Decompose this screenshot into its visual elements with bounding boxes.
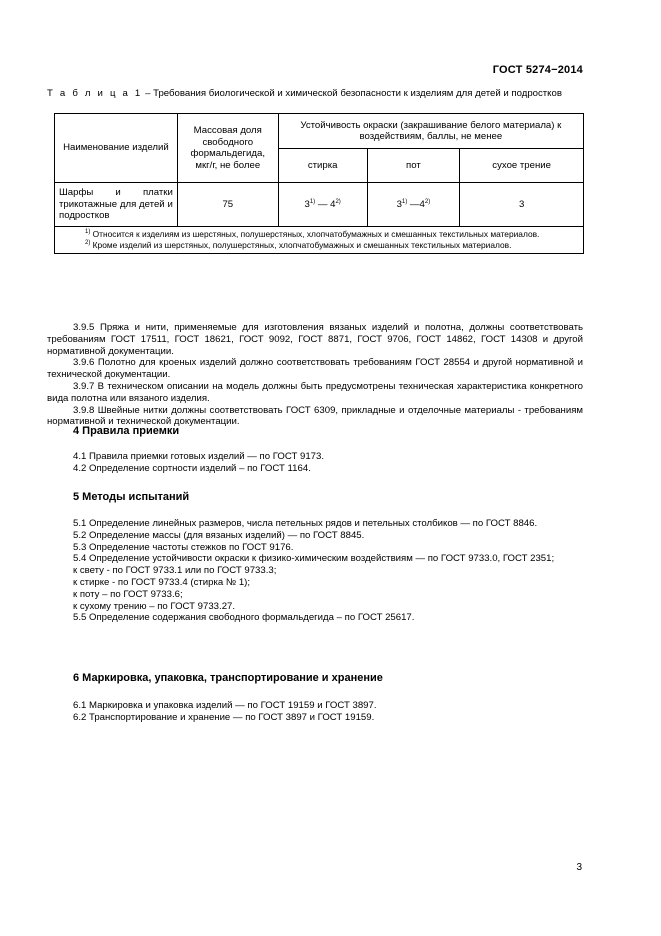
table-note-1: $^{1)}$ Относится к изделиям из шерстяных, полушерстяных, хлопчатобумажных и смешанных текстильных материалов. (85, 229, 540, 239)
header-name: Наименование изделий (55, 114, 178, 183)
section-4-heading: 4 Правила приемки (73, 425, 180, 437)
header-mass: Массовая доля свободного формальдегида, мкг/г, не более (177, 114, 278, 183)
table-caption-label: Т а б л и ц а 1 (47, 88, 143, 99)
section-6-heading: 6 Маркировка, упаковка, транспортирование и хранение (73, 672, 383, 684)
section-5-body (47, 518, 583, 624)
cell-mass: 75 (177, 183, 278, 227)
table-row (55, 183, 584, 227)
subheader-wash: стирка (278, 149, 367, 183)
paragraph-3-9-5: 3.9.5 Пряжа и нити, применяемые для изготовления вязаных изделий и полотна, должны соответствовать требованиям ГОСТ 17511, ГОСТ 18621, ГОСТ 9092, ГОСТ 8871, ГОСТ 9706, ГОСТ 14862, ГОСТ 14308 и другой нормативной документации. (47, 322, 583, 357)
item-5-4-light: к свету - по ГОСТ 9733.1 или по ГОСТ 9733.3; (73, 565, 277, 577)
page-number: 3 (576, 862, 582, 873)
standard-code: ГОСТ 5274−2014 (492, 64, 583, 76)
paragraph-3-9-8: 3.9.8 Швейные нитки должны соответствовать ГОСТ 6309, прикладные и отделочные материалы - требованиям нормативной и технической документации. (47, 404, 583, 428)
table-note-2: $^{2)}$ Кроме изделий из шерстяных, полушерстяных, хлопчатобумажных и смешанных текстильных материалов. (85, 239, 512, 250)
requirements-table (54, 113, 584, 254)
paragraph-3-9-7: 3.9.7 В техническом описании на модель должны быть предусмотрены техническая характеристика конкретного вида полотна или вязаного изделия. (47, 380, 583, 404)
section-6-body (47, 700, 583, 724)
cell-dry: 3 (460, 183, 584, 227)
item-5-4-dry-rub: к сухому трению – по ГОСТ 9733.27. (73, 600, 236, 612)
item-5-1: 5.1 Определение линейных размеров, числа петельных рядов и петельных столбиков — по ГОСТ 8846. (73, 518, 538, 529)
item-5-4-sweat: к поту – по ГОСТ 9733.6; (73, 588, 183, 600)
table-caption-text: – Требования биологической и химической безопасности к изделиям для детей и подростков (142, 88, 562, 99)
cell-wash: 3$^{1)}$ — 4$^{2)}$ (278, 183, 367, 227)
subheader-sweat: пот (367, 149, 460, 183)
item-4-1: 4.1 Правила приемки готовых изделий — по ГОСТ 9173. (73, 451, 325, 462)
item-5-4: 5.4 Определение устойчивости окраски к физико-химическим воздействиям — по ГОСТ 9733.0, ГОСТ 2351; (73, 553, 555, 565)
item-5-5: 5.5 Определение содержания свободного формальдегида – по ГОСТ 25617. (73, 612, 415, 624)
requirements-paragraphs (47, 322, 583, 428)
item-5-3: 5.3 Определение частоты стежков по ГОСТ 9176. (73, 541, 294, 553)
item-4-2: 4.2 Определение сортности изделий – по ГОСТ 1164. (73, 462, 311, 474)
item-6-2: 6.2 Транспортирование и хранение — по ГОСТ 3897 и ГОСТ 19159. (73, 711, 375, 723)
section-5-heading: 5 Методы испытаний (73, 491, 190, 503)
item-6-1: 6.1 Маркировка и упаковка изделий — по ГОСТ 19159 и ГОСТ 3897. (73, 700, 377, 711)
paragraph-3-9-6: 3.9.6 Полотно для кроеных изделий должно соответствовать требованиям ГОСТ 28554 и другой нормативной и технической документации. (47, 357, 583, 381)
table-notes (55, 227, 584, 254)
item-5-4-wash: к стирке - по ГОСТ 9733.4 (стирка № 1); (73, 576, 251, 588)
cell-product-name: Шарфы и платки трикотажные для детей и подростков (55, 183, 178, 227)
table-caption (47, 88, 583, 100)
cell-sweat: 3$^{1)}$ —4$^{2)}$ (367, 183, 460, 227)
item-5-2: 5.2 Определение массы (для вязаных изделий) — по ГОСТ 8845. (73, 529, 365, 541)
header-fastness: Устойчивость окраски (закрашивание белого материала) к воздействиям, баллы, не менее (278, 114, 583, 149)
section-4-body (47, 451, 583, 475)
subheader-dry: сухое трение (460, 149, 584, 183)
